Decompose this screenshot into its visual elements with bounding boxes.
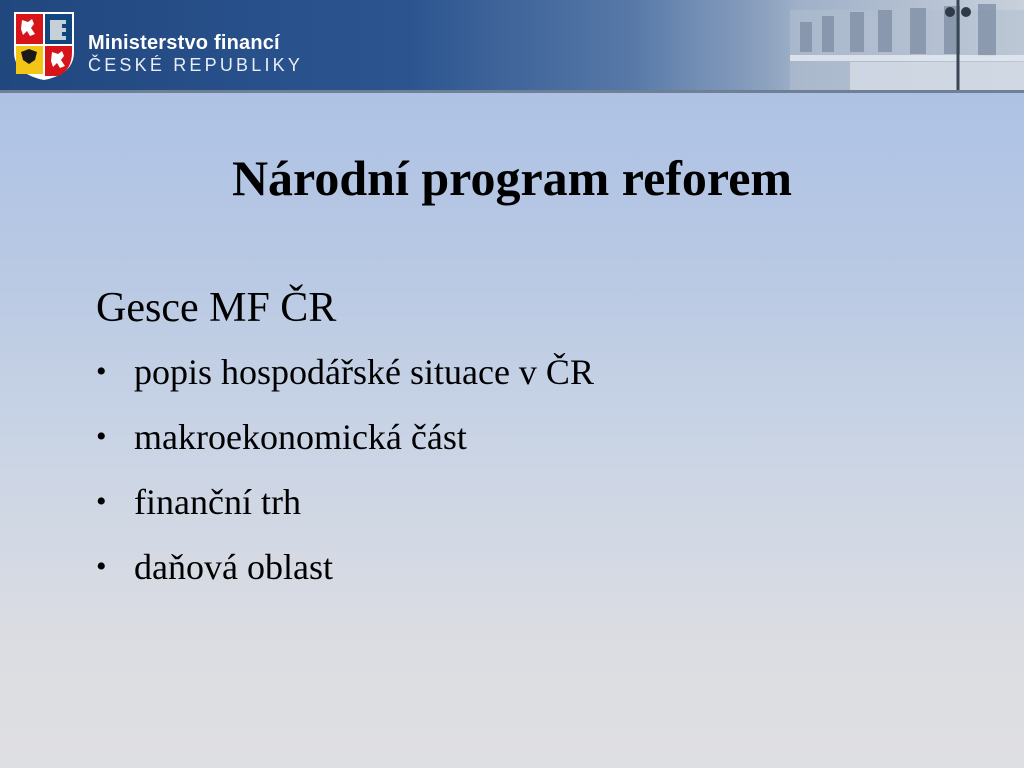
ministry-name bbox=[88, 32, 303, 76]
bullet-list bbox=[96, 350, 594, 589]
bullet-marker: • bbox=[96, 485, 107, 518]
bullet-text: makroekonomická část bbox=[134, 417, 467, 457]
header-bar bbox=[0, 0, 1024, 93]
bullet-marker: • bbox=[96, 550, 107, 583]
slide-title: Národní program reforem bbox=[231, 150, 793, 206]
czech-coat-of-arms-icon bbox=[12, 10, 76, 82]
bullet-text: finanční trh bbox=[134, 482, 301, 522]
slide-content bbox=[96, 282, 594, 610]
bullet-item bbox=[96, 415, 594, 459]
ministry-name-line2: ČESKÉ REPUBLIKY bbox=[88, 55, 304, 75]
bullet-marker: • bbox=[96, 420, 107, 453]
bullet-item bbox=[96, 350, 594, 394]
ministry-name-line1: Ministerstvo financí bbox=[88, 32, 280, 54]
building-photo bbox=[700, 0, 1024, 90]
slide-subheading: Gesce MF ČR bbox=[96, 285, 337, 331]
bullet-text: popis hospodářské situace v ČR bbox=[134, 352, 594, 392]
bullet-item bbox=[96, 480, 594, 524]
bullet-text: daňová oblast bbox=[134, 547, 333, 587]
bullet-marker: • bbox=[96, 355, 107, 388]
bullet-item bbox=[96, 545, 594, 589]
